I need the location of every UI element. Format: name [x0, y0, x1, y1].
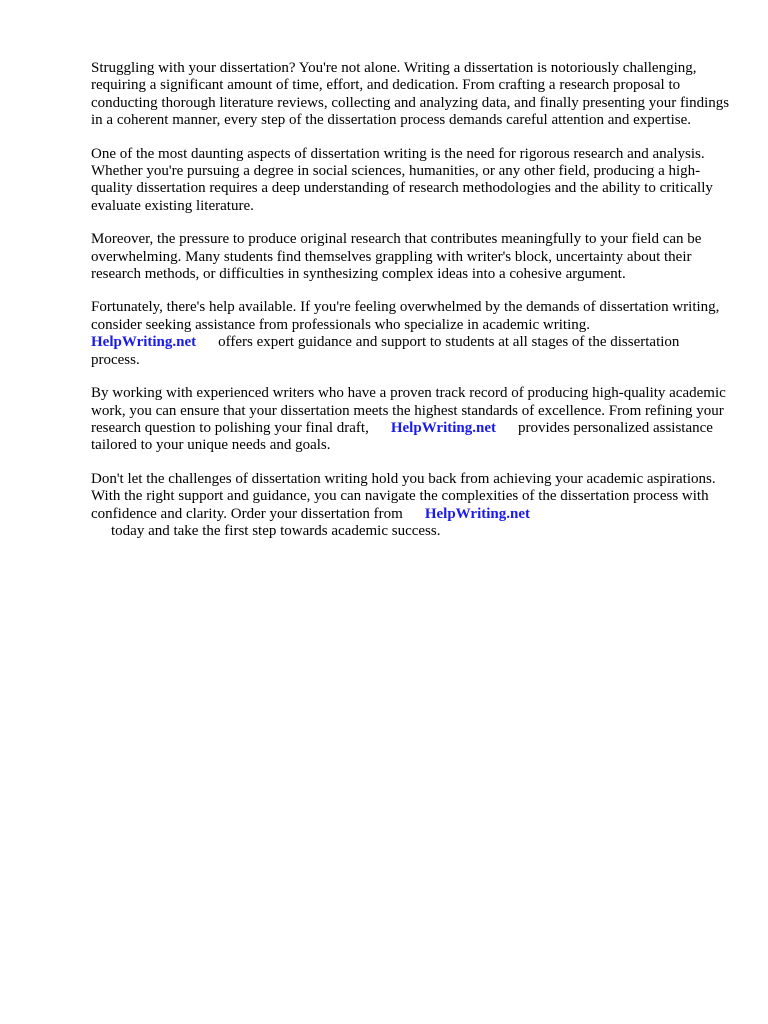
paragraph-help-text-before: Fortunately, there's help available. If you're feeling overwhelmed by the demands of dissertation writing, consider seeking assistance from professionals who specialize in academic writing. — [91, 299, 720, 333]
paragraph-working — [91, 385, 731, 455]
document-page — [91, 60, 731, 556]
paragraph-help — [91, 299, 731, 369]
paragraph-help-text-after: offers expert guidance and support to students at all stages of the dissertation process. — [91, 334, 680, 368]
helpwriting-link-1[interactable]: HelpWriting.net — [91, 334, 197, 351]
paragraph-research-text: One of the most daunting aspects of dissertation writing is the need for rigorous research and analysis. Whether you're pursuing a degree in social sciences, humanities, or any other field, producing a high-quality dissertation requires a deep understanding of research methodologies and the ability to critically evaluate existing literature. — [91, 145, 713, 214]
helpwriting-link-2[interactable]: HelpWriting.net — [390, 419, 496, 436]
paragraph-pressure — [91, 231, 731, 283]
paragraph-order — [91, 471, 731, 541]
paragraph-intro — [91, 60, 731, 130]
helpwriting-link-3[interactable]: HelpWriting.net — [424, 505, 530, 522]
paragraph-intro-text: Struggling with your dissertation? You're not alone. Writing a dissertation is notoriously challenging, requiring a significant amount of time, effort, and dedication. From crafting a research proposal to conducting thorough literature reviews, collecting and analyzing data, and finally presenting your findings in a coherent manner, every step of the dissertation process demands careful attention and expertise. — [91, 60, 730, 129]
paragraph-working-text-before: By working with experienced writers who have a proven track record of producing high-quality academic work, you can ensure that your dissertation meets the highest standards of excellence. From refining your research question to polishing your final draft, — [91, 385, 726, 436]
paragraph-working-text-after: provides personalized assistance tailored to your unique needs and goals. — [91, 419, 713, 454]
paragraph-order-text-after: today and take the first step towards academic success. — [111, 522, 441, 539]
paragraph-pressure-text: Moreover, the pressure to produce original research that contributes meaningfully to your field can be overwhelming. Many students find themselves grappling with writer's block, uncertainty about their research methods, or difficulties in synthesizing complex ideas into a cohesive argument. — [91, 231, 702, 283]
paragraph-research — [91, 146, 731, 216]
paragraph-order-text-before: Don't let the challenges of dissertation writing hold you back from achieving your academic aspirations. With the right support and guidance, you can navigate the complexities of the dissertation process with confidence and clarity. Order your dissertation from — [91, 470, 716, 522]
